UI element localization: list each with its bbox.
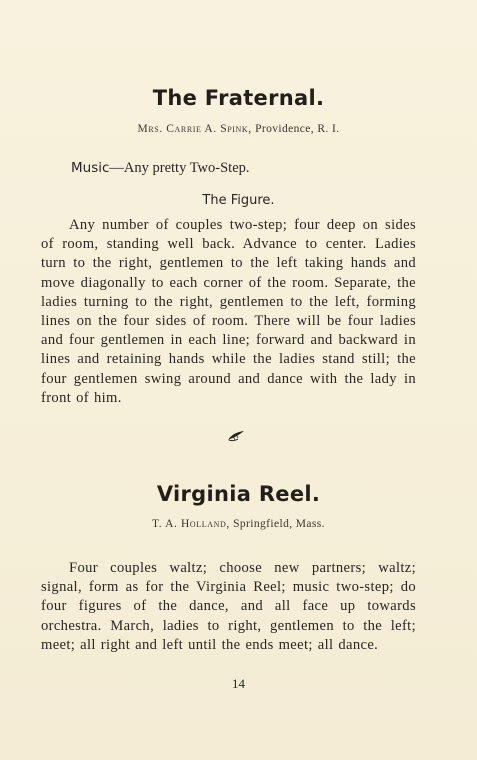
author-name: T. A. Holland, (152, 518, 230, 530)
author-place: Providence, R. I. (255, 123, 340, 135)
music-label: Music (71, 160, 110, 176)
virginia-reel-paragraph: Four couples waltz; choose new partners; waltz; signal, form as for the Virginia Reel; music two-step; do four figures of the dance, and all face up towards orchestra. March, ladies to right, gentlemen to the left; meet; all right and left until the ends meet; all dance. (41, 560, 416, 653)
section-title-virginia-reel: Virginia Reel. (156, 482, 321, 506)
music-text: —Any pretty Two-Step. (109, 160, 250, 176)
section-byline-fraternal (0, 123, 477, 135)
page-number: 14 (232, 676, 245, 691)
section-byline-virginia-reel (0, 518, 477, 530)
author-place: Springfield, Mass. (233, 518, 325, 530)
author-name: Mrs. Carrie A. Spink, (137, 123, 252, 135)
fraternal-paragraph: Any number of couples two-step; four deep on sides of room, standing well back. Advance to center. Ladies turn to the right, gentlemen to the left taking hands and move diagonally to each corner of the room. Separate, the ladies turning to the right, gentlemen to the left, forming lines on the four sides of room. There will be four ladies and four gentlemen in each line; forward and backward in lines and retaining hands while the ladies stand still; the four gentlemen swing around and dance with the lady in front of him. (41, 217, 416, 406)
leaf-ornament-icon (226, 430, 246, 442)
figure-heading: The Figure. (202, 193, 275, 208)
section-title-fraternal: The Fraternal. (152, 86, 325, 110)
music-line (71, 160, 250, 177)
